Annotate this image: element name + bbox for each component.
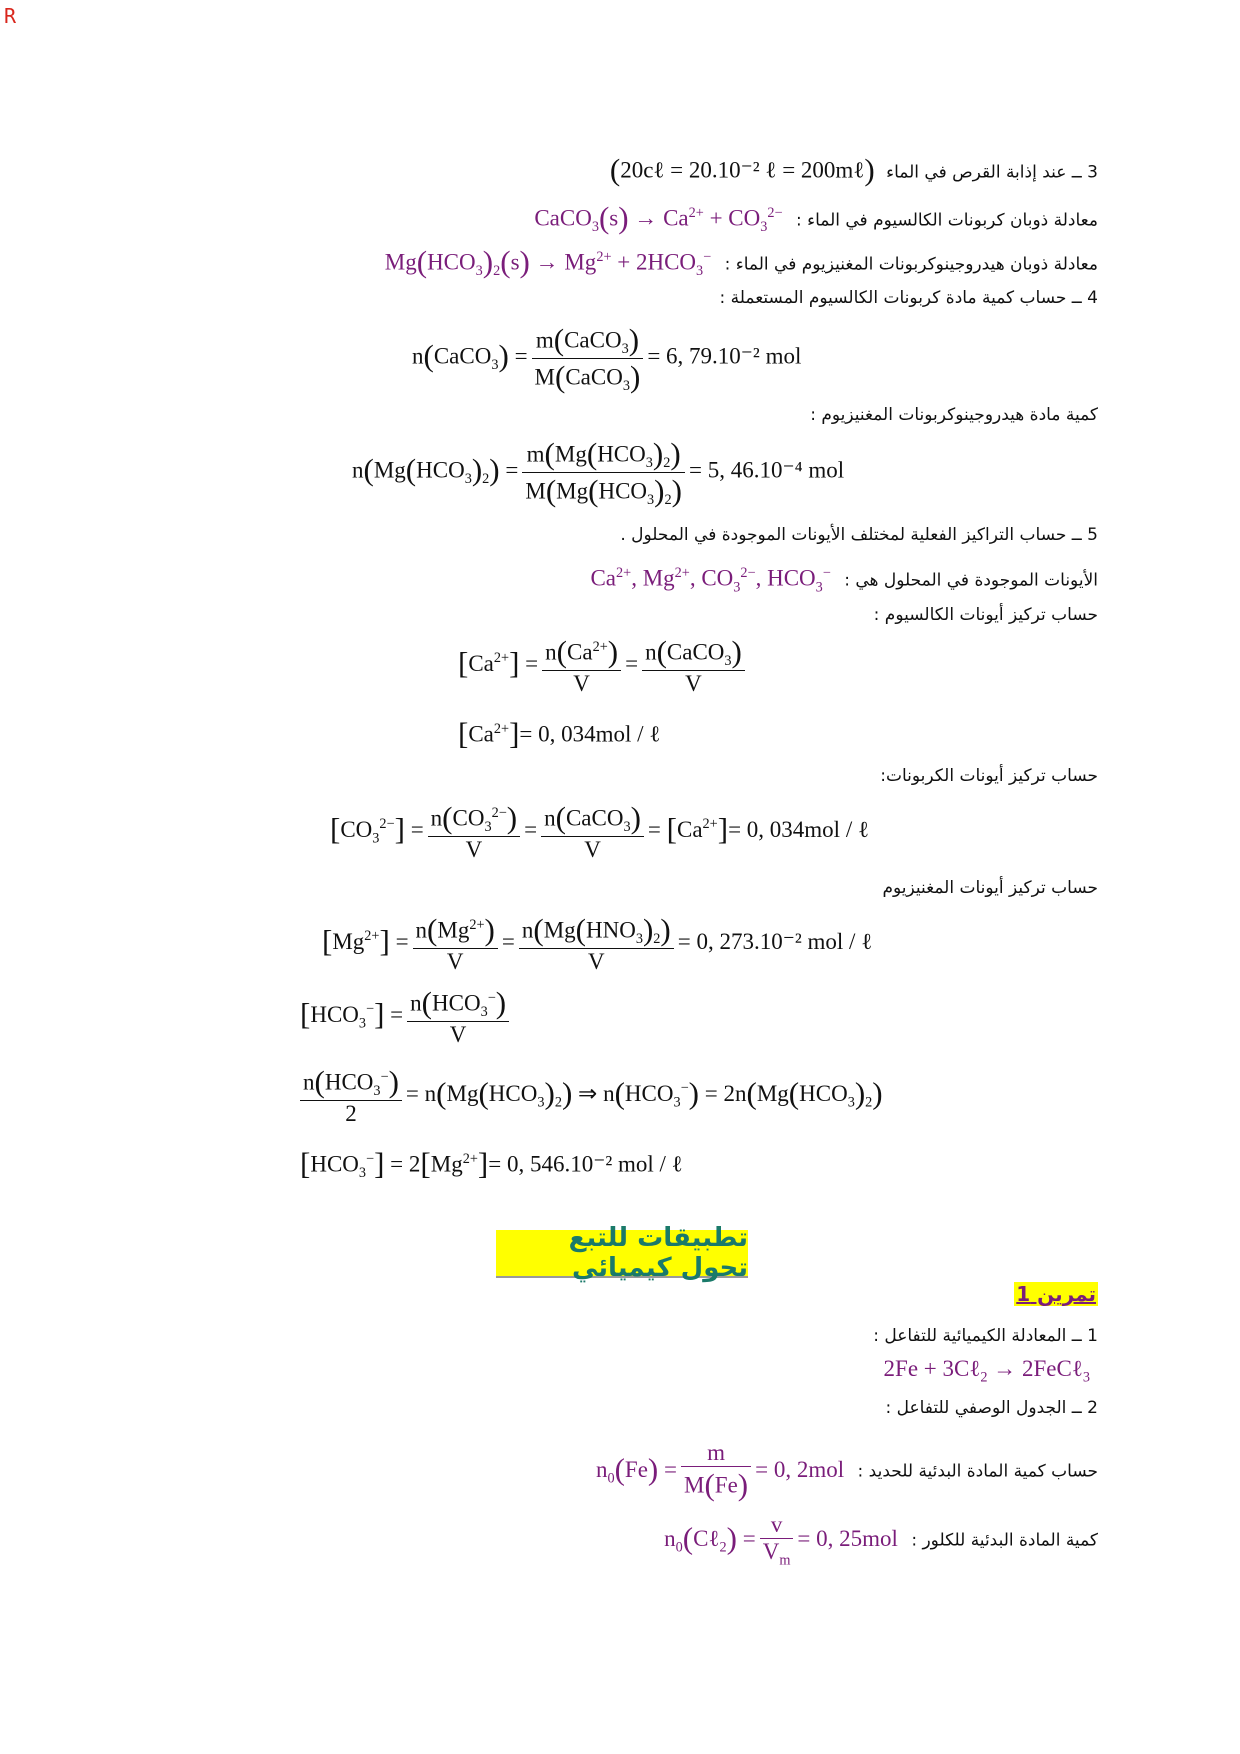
ions-line [590, 565, 1098, 596]
n-caco3-result: = 6, 79.10⁻² mol [647, 343, 802, 369]
cl-line [664, 1512, 1098, 1569]
co3-conc-label: حساب تركيز أيونات الكربونات: [880, 766, 1098, 786]
q3-math: (20cℓ = 20.10⁻² ℓ = 200mℓ) [609, 152, 875, 187]
n-mg-result: = 5, 46.10⁻⁴ mol [688, 457, 845, 483]
cl-label: كمية المادة البدئية للكلور : [911, 1530, 1098, 1551]
fe-label: حساب كمية المادة البدئية للحديد : [857, 1461, 1098, 1482]
exercise-title: تمرين 1 [1016, 1282, 1096, 1306]
ions-label: الأيونات الموجودة في المحلول هي : [844, 570, 1098, 591]
eq-caco3-line [534, 200, 1098, 236]
fe-line [596, 1440, 1098, 1503]
eq-mg-label: معادلة ذوبان هيدروجينوكربونات المغنيزيوم في الماء : [724, 254, 1098, 275]
hco3-relation: $\frac{n(HCO_3^-)}{2}$ = $n(Mg(HCO_3)_2)$ ⇒ $n(HCO_3^-) = 2n(Mg(HCO_3)_2)$ [300, 1064, 883, 1127]
mg-amount-label: كمية مادة هيدروجينوكربونات المغنيزيوم : [810, 405, 1098, 425]
co3-conc-formula: $[CO_3^{2-}]$ = $\frac{n(CO_3^{2-})}{V}$ = $\frac{n(CaCO_3)}{V}$ = $[Ca^{2+}]= 0$, 034mol / ℓ [330, 800, 869, 862]
eq-mg-line [385, 244, 1098, 280]
ca-conc-formula: $[Ca^{2+}]$ = $\frac{n(Ca^{2+})}{V}$ = $\frac{n(CaCO_3)}{V}$ [458, 634, 749, 697]
eq-caco3-math: CaCO$_3$(s) → $Ca^{2+} + CO_3^{2-}$ [534, 200, 783, 236]
mg-conc-label: حساب تركيز أيونات المغنيزيوم [882, 878, 1098, 898]
hco3-conc-formula: $[HCO_3^-]$ = $\frac{n(HCO_3^-)}{V}$ [300, 985, 513, 1048]
eq-mg-math: $Mg(HCO_3)_2(s) \to Mg^{2+} + 2HCO_3^-$ [384, 244, 712, 280]
ca-conc-label: حساب تركيز أيونات الكالسيوم : [873, 605, 1098, 625]
ions-list: $Ca^{2+}$, $Mg^{2+}$, $CO_3^{2-}$, $HCO_3^-$ [590, 565, 831, 596]
q5-label: 5 ــ حساب التراكيز الفعلية لمختلف الأيونات الموجودة في المحلول . [620, 525, 1098, 545]
hco3-result: $[HCO_3^-] = 2[Mg^{2+}]= 0$, 546.10⁻² mol / ℓ [300, 1146, 683, 1182]
ca-conc-result: $[Ca^{2+}]= 0$, 034mol / ℓ [458, 716, 661, 751]
cl-formula: $n_0(C\ell_2)$ = $\frac{v}{V_m}$ = 0, 25mol [664, 1512, 898, 1570]
mg-conc-formula: $[Mg^{2+}]$ = $\frac{n(Mg^{2+})}{V}$ = $\frac{n(Mg(HNO_3)_2)}{V}$ = 0, 273.10⁻² mol / ℓ [322, 912, 873, 974]
n-mg-formula: $n(Mg(HCO_3)_2)$ = $\frac{m(Mg(HCO_3)_2)}{M(Mg(HCO_3)_2)}$ = 5, 46.10⁻⁴ mol [352, 436, 845, 508]
q4-label: 4 ــ حساب كمية مادة كربونات الكالسيوم المستعملة : [719, 288, 1098, 308]
n-caco3-formula: n(CaCO$_3$) = $\frac{m(CaCO_3)}{M(CaCO_3)}$ = 6, 79.10⁻² mol [412, 322, 802, 394]
q3-label: 3 ــ عند إذابة القرص في الماء [886, 162, 1098, 183]
corner-mark: R [4, 4, 17, 28]
eq-caco3-label: معادلة ذوبان كربونات الكالسيوم في الماء : [795, 210, 1098, 231]
section-title: تطبيقات للتبع تحول كيميائي [496, 1230, 748, 1278]
exercise-q1-label: 1 ــ المعادلة الكيميائية للتفاعل : [873, 1326, 1098, 1346]
fe-formula: $n_0(Fe)$ = $\frac{m}{M(Fe)}$ = 0, 2mol [595, 1440, 845, 1503]
exercise-q2-label: 2 ــ الجدول الوصفي للتفاعل : [885, 1398, 1098, 1418]
q3-line [610, 152, 1098, 188]
fe-cl-equation: 2Fe + 3Cℓ$_2$ → 2FeCℓ$_3$ [883, 1356, 1090, 1386]
